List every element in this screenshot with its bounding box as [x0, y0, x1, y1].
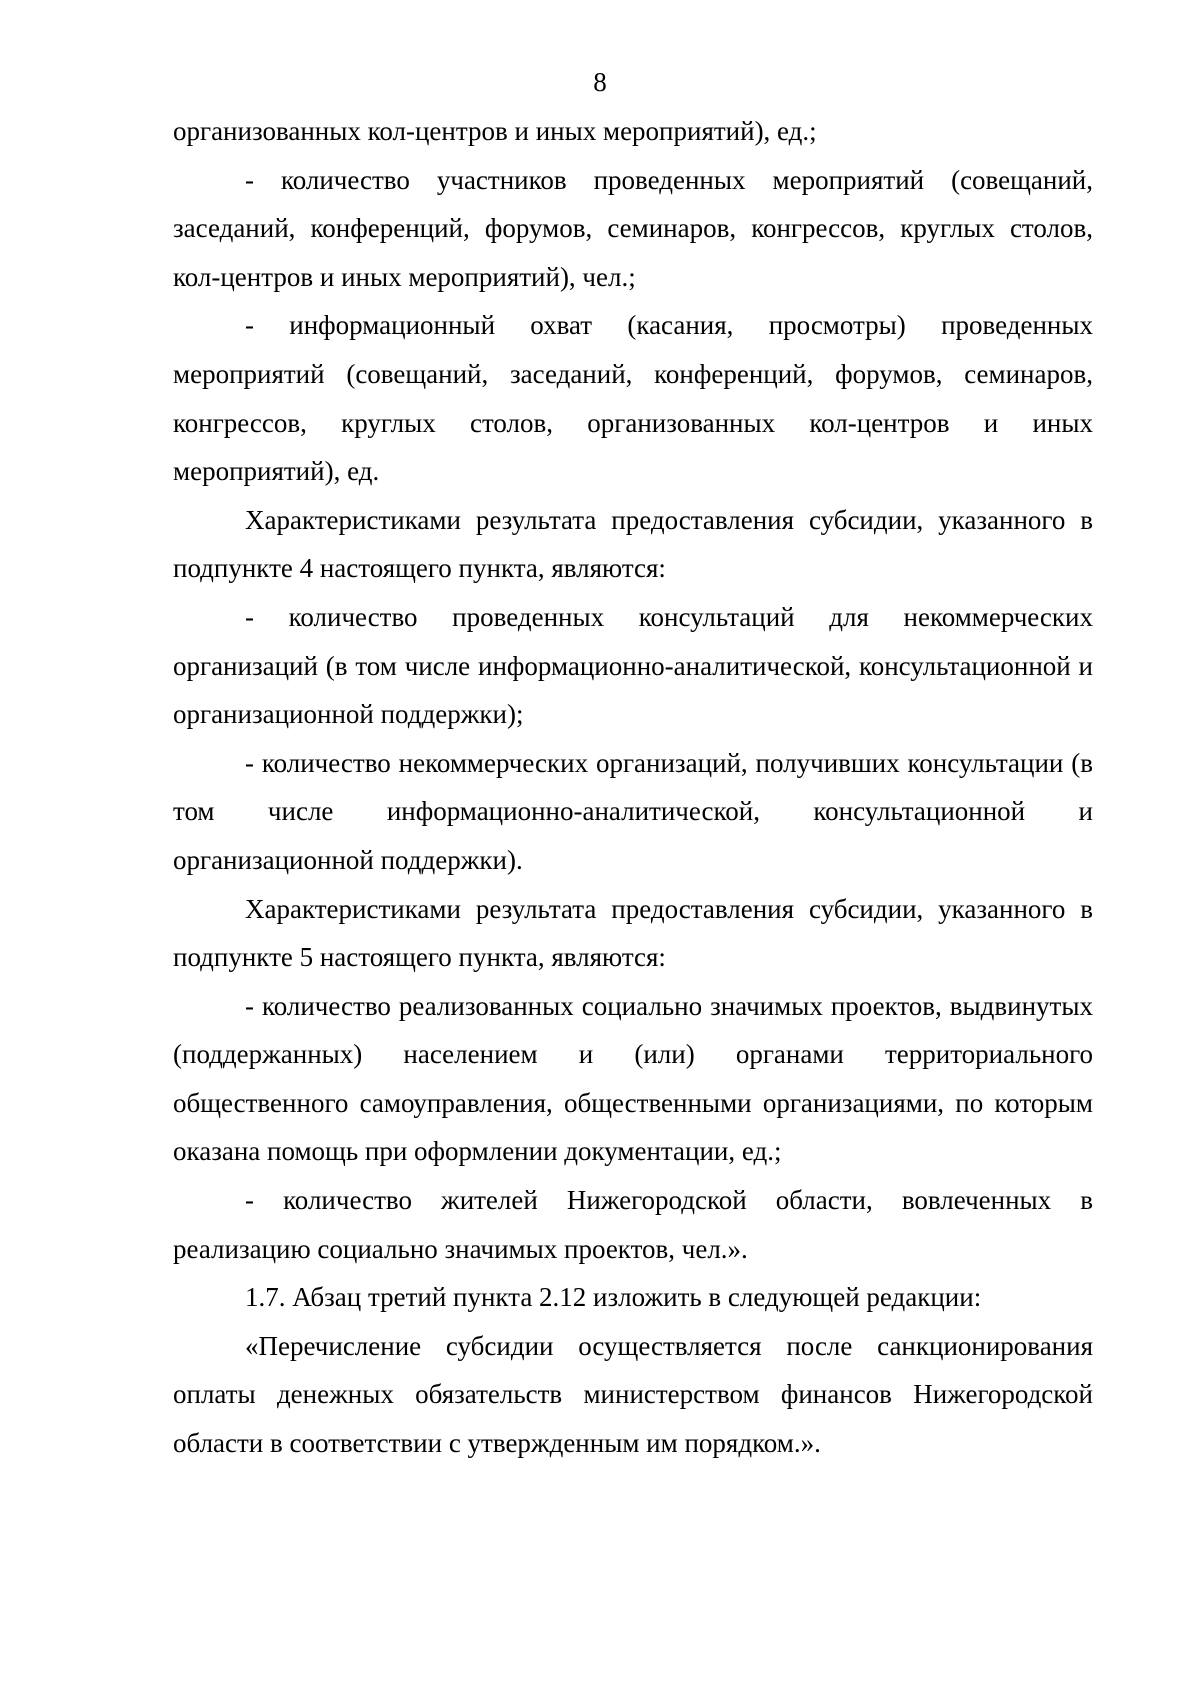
paragraph-residents-count: - количество жителей Нижегородской области, вовлеченных в реализацию социально значимых проектов, чел.». [173, 1185, 1093, 1264]
paragraph-characteristics-subitem-4: Характеристиками результата предоставления субсидии, указанного в подпункте 4 настоящего пункта, являются: [173, 504, 1093, 584]
paragraph-continuation: организованных кол-центров и иных мероприятий), ед.; [173, 116, 817, 146]
paragraph-characteristics-subitem-5: Характеристиками результата предоставления субсидии, указанного в подпункте 5 настоящего пункта, являются: [173, 893, 1093, 973]
paragraph-projects-count: - количество реализованных социально значимых проектов, выдвинутых (поддержанных) населением и (или) органами территориального общественного самоуправления, общественными организациями, по которым оказана помощь при оформлении документации, ед.; [173, 990, 1093, 1167]
paragraph-amendment-text: «Перечисление субсидии осуществляется после санкционирования оплаты денежных обязательств министерством финансов Нижегородской области в соответствии с утвержденным им порядком.». [173, 1330, 1093, 1459]
paragraph-organizations-count: - количество некоммерческих организаций, получивших консультации (в том числе информационно-аналитической, консультационной и организационной поддержки). [173, 747, 1093, 875]
paragraph-consultations-count: - количество проведенных консультаций для некоммерческих организаций (в том числе информационно-аналитической, консультационной и организационной поддержки); [173, 601, 1093, 730]
document-body [173, 107, 1093, 1468]
page-number: 8 [593, 67, 607, 97]
paragraph-participants-count: - количество участников проведенных мероприятий (совещаний, заседаний, конференций, форумов, семинаров, конгрессов, круглых столов, кол-центров и иных мероприятий), чел.; [173, 164, 1093, 292]
paragraph-information-reach: - информационный охват (касания, просмотры) проведенных мероприятий (совещаний, заседаний, конференций, форумов, семинаров, конгрессов, круглых столов, организованных кол-центров и иных мероприятий), ед. [173, 310, 1093, 487]
paragraph-amendment-1-7: 1.7. Абзац третий пункта 2.12 изложить в следующей редакции: [245, 1282, 982, 1313]
